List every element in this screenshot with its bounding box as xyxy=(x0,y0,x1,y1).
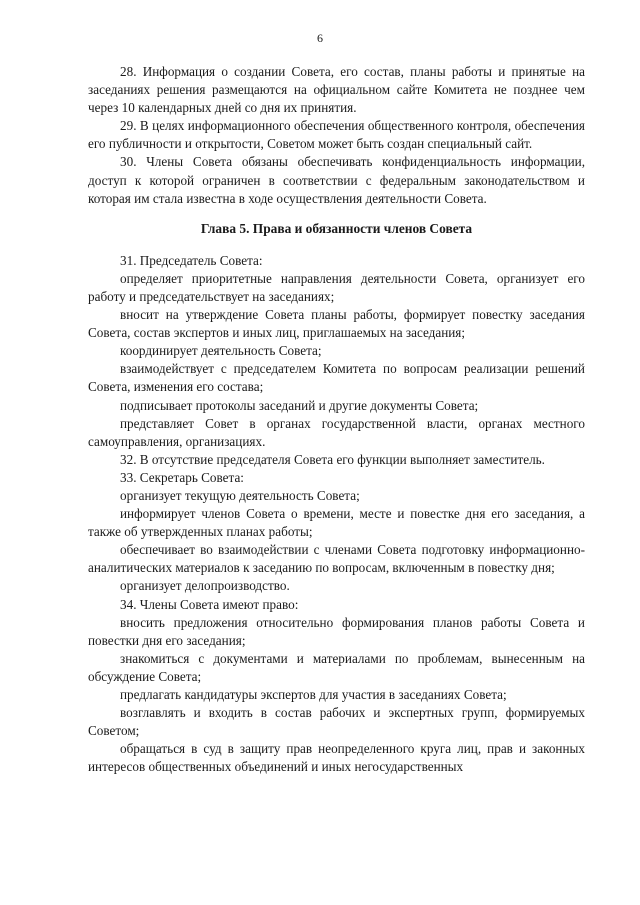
list-item: возглавлять и входить в состав рабочих и экспертных групп, формируемых Советом; xyxy=(88,705,585,739)
list-item: обращаться в суд в защиту прав неопределенного круга лиц, прав и законных интересов общественных объединений и иных негосударственных xyxy=(88,741,585,775)
list-item: организует делопроизводство. xyxy=(120,578,290,594)
paragraph-33: 33. Секретарь Совета: xyxy=(120,469,244,485)
paragraph-31: 31. Председатель Совета: xyxy=(120,252,263,268)
list-item: взаимодействует с председателем Комитета по вопросам реализации решений Совета, изменения его состава; xyxy=(88,361,585,395)
list-item: обеспечивает во взаимодействии с членами Совета подготовку информационно-аналитических материалов к заседанию по вопросам, включенным в повестку дня; xyxy=(88,542,585,576)
page-number: 6 xyxy=(317,31,323,45)
list-item: предлагать кандидатуры экспертов для участия в заседаниях Совета; xyxy=(120,687,507,702)
list-item: координирует деятельность Совета; xyxy=(120,343,322,359)
list-item: информирует членов Совета о времени, месте и повестке дня его заседания, а также об утвержденных планах работы; xyxy=(88,506,585,540)
list-item: знакомиться с документами и материалами по проблемам, вынесенным на обсуждение Совета; xyxy=(88,650,585,684)
chapter-title: Глава 5. Права и обязанности членов Совета xyxy=(200,220,473,236)
list-item: вносит на утверждение Совета планы работы, формирует повестку заседания Совета, состав экспертов и иных лиц, приглашаемых на заседания; xyxy=(88,307,585,341)
paragraph-30: 30. Члены Совета обязаны обеспечивать конфиденциальность информации, доступ к которой ограничен в соответствии с федеральным законодательством и которая им стала известна в ходе осуществления деятельности Совета. xyxy=(88,154,585,206)
list-item: вносить предложения относительно формирования планов работы Совета и повестки дня его заседания; xyxy=(88,614,585,648)
list-item: представляет Совет в органах государственной власти, органах местного самоуправления, организациях. xyxy=(88,415,585,449)
list-item: организует текущую деятельность Совета; xyxy=(120,487,360,503)
list-item: определяет приоритетные направления деятельности Совета, организует его работу и председательствует на заседаниях; xyxy=(88,270,585,304)
paragraph-28: 28. Информация о создании Совета, его состав, планы работы и принятые на заседаниях решения размещаются на официальном сайте Комитета не позднее чем через 10 календарных дней со дня их принятия. xyxy=(88,64,585,116)
document-body xyxy=(88,63,585,776)
list-item: подписывает протоколы заседаний и другие документы Совета; xyxy=(120,397,479,413)
paragraph-32: 32. В отсутствие председателя Совета его функции выполняет заместитель. xyxy=(120,451,545,467)
paragraph-29: 29. В целях информационного обеспечения общественного контроля, обеспечения его публичности и открытости, Советом может быть создан специальный сайт. xyxy=(88,118,585,152)
paragraph-34: 34. Члены Совета имеют право: xyxy=(120,596,299,612)
